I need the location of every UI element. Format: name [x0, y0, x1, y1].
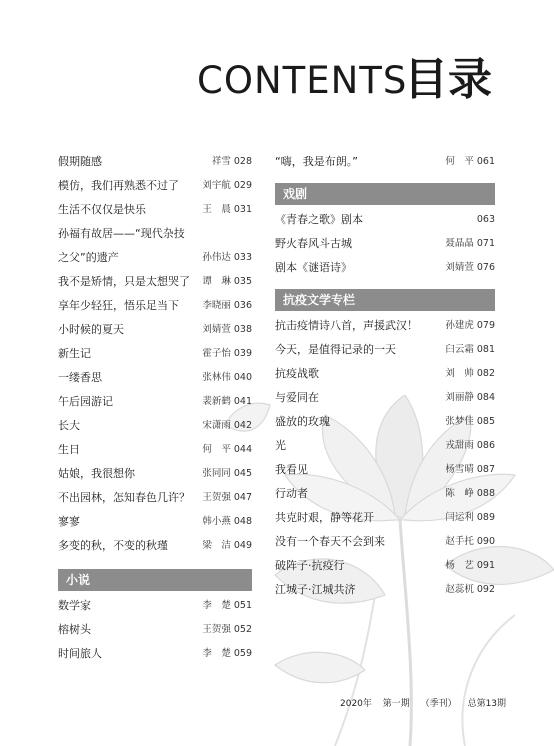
toc-entry-author-page: 梁 洁 049	[202, 540, 252, 551]
toc-entry-author-page: 孙伟达 033	[202, 252, 252, 263]
toc-entry-title: 时间旅人	[58, 647, 102, 660]
toc-entry[interactable]	[58, 618, 252, 642]
toc-entry[interactable]	[275, 530, 495, 554]
toc-entry-author-page: 王贺强 047	[202, 492, 252, 503]
contents-title-en: CONTENTS	[197, 59, 408, 102]
toc-entry-title: 生日	[58, 443, 80, 456]
toc-entry-author-page: 聂晶晶 071	[445, 238, 495, 249]
toc-entry-title: 今天，是值得记录的一天	[275, 343, 396, 356]
section-header	[275, 289, 495, 311]
toc-entry-title: 我不是矫情，只是太想哭了	[58, 275, 190, 288]
toc-entry-title: 行动者	[275, 487, 308, 500]
toc-entry-author-page: 王 晨 031	[202, 204, 252, 215]
toc-entry-author-page: 何 平 061	[445, 156, 495, 167]
toc-entry[interactable]	[58, 198, 252, 222]
toc-entry-author-page: 刘宇航 029	[202, 180, 252, 191]
toc-entry-title: 之父”的遗产	[58, 251, 119, 264]
contents-title-cn: 目录	[404, 54, 492, 105]
toc-entry-author-page: 韩小燕 048	[202, 516, 252, 527]
left-column	[58, 150, 252, 666]
toc-entry[interactable]	[275, 232, 495, 256]
toc-entry-title: 享年少轻狂，悟乐足当下	[58, 299, 179, 312]
toc-entry-author-page: 063	[476, 214, 495, 225]
issue-footer	[340, 696, 514, 709]
toc-entry-title: 假期随感	[58, 155, 102, 168]
toc-entry-title: 一缕香思	[58, 371, 102, 384]
section-header	[58, 569, 252, 591]
toc-entry[interactable]	[58, 294, 252, 318]
toc-entry[interactable]	[58, 246, 252, 270]
toc-entry-title: “嗨，我是布朗。”	[275, 155, 358, 168]
section-label: 小说	[66, 573, 91, 587]
toc-entry-author-page: 张林伟 040	[202, 372, 252, 383]
toc-entry[interactable]	[275, 410, 495, 434]
toc-entry[interactable]	[58, 390, 252, 414]
toc-entry-title: 没有一个春天不会到来	[275, 535, 385, 548]
toc-entry-title: 姑娘，我很想你	[58, 467, 135, 480]
toc-entry[interactable]	[275, 362, 495, 386]
toc-entry[interactable]	[275, 506, 495, 530]
toc-entry-author-page: 杨 艺 091	[445, 560, 495, 571]
toc-entry-author-page: 陈 峥 088	[445, 488, 495, 499]
section-label: 抗疫文学专栏	[283, 293, 356, 307]
toc-entry[interactable]	[275, 338, 495, 362]
toc-entry[interactable]	[275, 482, 495, 506]
toc-entry-title: 与爱同在	[275, 391, 319, 404]
toc-entry-author-page: 裴新鹤 041	[202, 396, 252, 407]
toc-entry[interactable]	[58, 222, 252, 246]
toc-entry[interactable]	[58, 270, 252, 294]
toc-entry[interactable]	[275, 208, 495, 232]
toc-entry-title: 寥寥	[58, 515, 80, 528]
toc-entry[interactable]	[58, 642, 252, 666]
toc-entry[interactable]	[275, 150, 495, 174]
toc-entry-title: 新生记	[58, 347, 91, 360]
toc-entry-title: 孙福有故居——“现代杂技	[58, 227, 185, 240]
toc-entry-title: 多变的秋，不变的秋瑾	[58, 539, 168, 552]
toc-entry-author-page: 臼云霜 081	[445, 344, 495, 355]
toc-entry-title: 光	[275, 439, 286, 452]
toc-entry-author-page: 王贺强 052	[202, 624, 252, 635]
toc-entry[interactable]	[275, 256, 495, 280]
toc-entry[interactable]	[275, 458, 495, 482]
toc-entry-author-page: 宋潇雨 042	[202, 420, 252, 431]
toc-entry[interactable]	[58, 150, 252, 174]
section-header	[275, 183, 495, 205]
toc-entry[interactable]	[58, 462, 252, 486]
toc-entry-author-page: 刘丽静 084	[445, 392, 495, 403]
toc-entry[interactable]	[58, 534, 252, 558]
toc-entry-title: 抗疫战歌	[275, 367, 319, 380]
toc-entry-author-page: 赵蕊杌 092	[445, 584, 495, 595]
toc-entry[interactable]	[58, 510, 252, 534]
toc-entry[interactable]	[58, 438, 252, 462]
toc-entry-title: 剧本《谜语诗》	[275, 261, 352, 274]
toc-entry-title: 长大	[58, 419, 80, 432]
toc-entry-title: 数学家	[58, 599, 91, 612]
toc-entry-title: 小时候的夏天	[58, 323, 124, 336]
toc-entry-title: 破阵子·抗疫行	[275, 559, 345, 572]
footer-type: （季刊）	[420, 699, 457, 709]
right-column	[275, 150, 495, 602]
toc-entry-title: 生活不仅仅是快乐	[58, 203, 146, 216]
toc-entry-author-page: 谭 琳 035	[202, 276, 252, 287]
toc-entry-title: 模仿，我们再熟悉不过了	[58, 179, 179, 192]
toc-entry[interactable]	[58, 342, 252, 366]
toc-entry-author-page: 张梦佳 085	[445, 416, 495, 427]
toc-entry-title: 抗击疫情诗八首，声援武汉！	[275, 319, 418, 332]
toc-entry-author-page: 戎甜雨 086	[445, 440, 495, 451]
toc-entry[interactable]	[58, 366, 252, 390]
toc-entry-author-page: 何 平 044	[202, 444, 252, 455]
toc-entry[interactable]	[58, 414, 252, 438]
toc-entry[interactable]	[58, 318, 252, 342]
toc-entry-author-page: 刘婧萱 038	[202, 324, 252, 335]
toc-entry[interactable]	[275, 434, 495, 458]
footer-total: 总第13期	[467, 699, 507, 709]
toc-entry-author-page: 李 楚 051	[202, 600, 252, 611]
toc-entry[interactable]	[275, 554, 495, 578]
toc-entry-title: 共克时艰，静等花开	[275, 511, 374, 524]
toc-entry-author-page: 李晓丽 036	[202, 300, 252, 311]
section-label: 戏剧	[283, 187, 308, 201]
toc-entry-title: 野火春风斗古城	[275, 237, 352, 250]
toc-entry-title: 不出园林，怎知春色几许？	[58, 491, 190, 504]
toc-entry-title: 江城子·江城共济	[275, 583, 356, 596]
toc-entry[interactable]	[58, 594, 252, 618]
footer-issue: 第一期	[382, 699, 410, 709]
toc-entry-author-page: 霍子怡 039	[202, 348, 252, 359]
toc-entry-author-page: 张同同 045	[202, 468, 252, 479]
toc-entry-author-page: 闫运利 089	[445, 512, 495, 523]
toc-entry-author-page: 刘 帅 082	[445, 368, 495, 379]
toc-entry[interactable]	[275, 578, 495, 602]
footer-year: 2020年	[340, 699, 372, 709]
toc-entry-title: 榕树头	[58, 623, 91, 636]
toc-entry-title: 盛放的玫瑰	[275, 415, 330, 428]
toc-entry[interactable]	[275, 314, 495, 338]
toc-entry-title: 我看见	[275, 463, 308, 476]
toc-entry-title: 午后园游记	[58, 395, 113, 408]
toc-entry-title: 《青春之歌》剧本	[275, 213, 363, 226]
toc-entry-author-page: 赵手托 090	[445, 536, 495, 547]
toc-entry[interactable]	[275, 386, 495, 410]
toc-entry[interactable]	[58, 174, 252, 198]
toc-entry-author-page: 祥雪 028	[211, 156, 252, 167]
toc-entry-author-page: 李 楚 059	[202, 648, 252, 659]
toc-entry-author-page: 杨雪晴 087	[445, 464, 495, 475]
toc-entry-author-page: 刘婧萱 076	[445, 262, 495, 273]
toc-entry-author-page: 孙建虎 079	[445, 320, 495, 331]
toc-entry[interactable]	[58, 486, 252, 510]
